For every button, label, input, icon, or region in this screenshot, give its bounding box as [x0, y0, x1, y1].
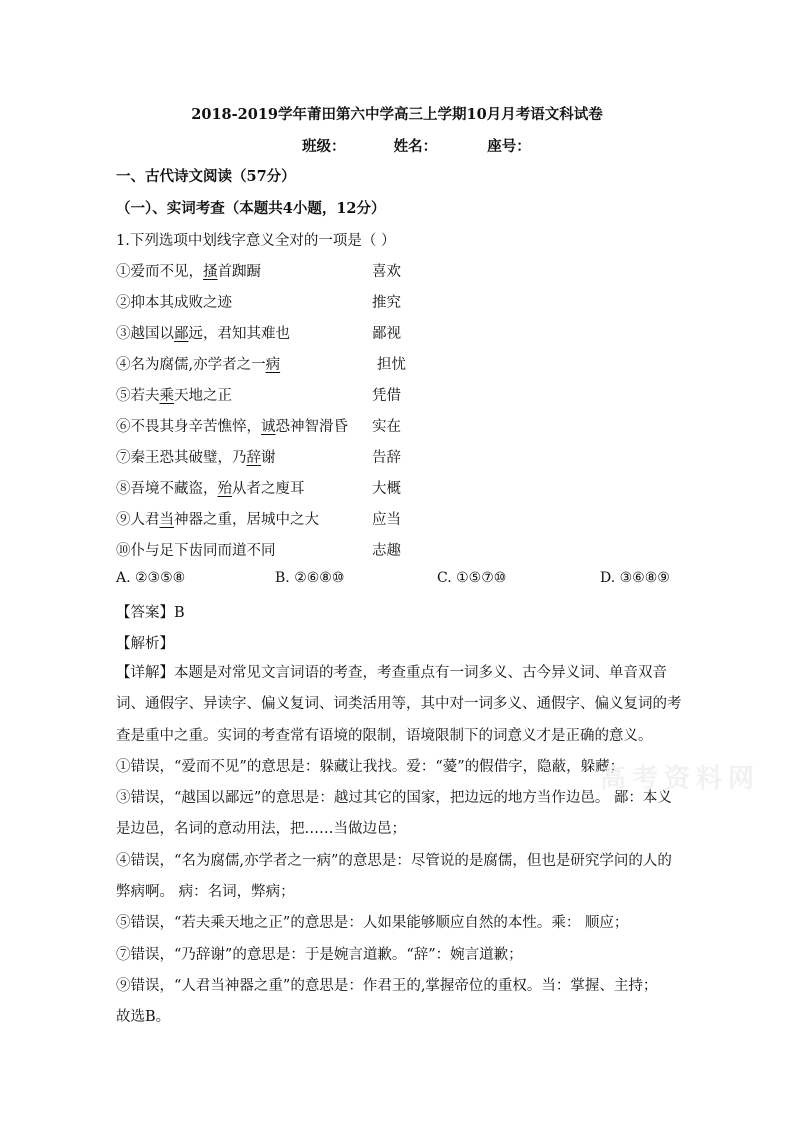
analysis-paragraph: ⑦错误，“乃辞谢”的意思是：于是婉言道歉。“辞”：婉言道歉；	[116, 946, 523, 963]
option-d: D. ③⑥⑧⑨	[600, 570, 670, 586]
question-stem: 1.下列选项中划线字意义全对的一项是（ ）	[116, 233, 396, 249]
analysis-body	[116, 658, 682, 1034]
option-a: A. ②③⑤⑧	[116, 570, 186, 586]
watermark: 高考资料网	[600, 764, 761, 794]
analysis-paragraph: ⑤错误，“若夫乘天地之正”的意思是：人如果能够顺应自然的本性。乘： 顺应；	[116, 915, 629, 932]
student-info	[302, 135, 531, 156]
analysis-paragraph: ⑨错误，“人君当神器之重”的意思是：作君王的,掌握帝位的重权。当：掌握、主持；	[116, 977, 658, 994]
list-item: ②抑本其成败之迹	[116, 295, 232, 311]
name-label: 姓名：	[393, 138, 438, 155]
item-gloss: 担忧	[377, 357, 406, 373]
analysis-paragraph: ①错误，“爱而不见”的意思是：躲藏让我找。爱：“薆”的假借字，隐蔽，躲藏；	[116, 758, 625, 775]
list-item: ③越国以鄙远，君知其难也	[116, 326, 290, 342]
analysis-paragraph: 故选B。	[116, 1009, 171, 1026]
item-gloss: 实在	[372, 419, 401, 435]
analysis-paragraph: 【详解】本题是对常见文言词语的考查，考查重点有一词多义、古今异义词、单音双音词、通假字、异读字、偏义复词、词类活用等，其中对一词多义、通假字、偏义复词的考查是重中之重。实词的考查常有语境的限制，语境限制下的词意义才是正确的意义。	[116, 665, 682, 744]
list-item: ④名为腐儒,亦学者之一病	[116, 357, 281, 373]
subsection-heading: （一）、实词考查（本题共4小题，12分）	[116, 200, 386, 217]
analysis-paragraph: ③错误，“越国以鄙远”的意思是：越过其它的国家，把边远的地方当作边邑。 鄙：本义是边邑，名词的意动用法，把……当做边邑；	[116, 790, 672, 838]
item-gloss: 志趣	[372, 543, 401, 559]
item-gloss: 推究	[372, 295, 401, 311]
list-item: ①爱而不见，搔首踟蹰	[116, 264, 261, 280]
item-gloss: 应当	[372, 512, 401, 528]
item-gloss: 鄙视	[372, 326, 401, 342]
seat-label: 座号：	[487, 138, 531, 155]
option-c: C. ①⑤⑦⑩	[437, 570, 507, 586]
list-item: ⑧吾境不藏盗，殆从者之廋耳	[116, 481, 305, 497]
list-item: ⑥不畏其身辛苦憔悴，诚恐神智滑昏	[116, 419, 348, 435]
document-title: 2018-2019学年莆田第六中学高三上学期10月月考语文科试卷	[191, 106, 603, 123]
section-heading: 一、古代诗文阅读（57分）	[116, 168, 296, 185]
item-gloss: 凭借	[372, 388, 401, 404]
list-item: ⑨人君当神器之重，居城中之大	[116, 512, 319, 528]
list-item: ⑤若夫乘天地之正	[116, 388, 232, 404]
list-item: ⑦秦王恐其破璧，乃辞谢	[116, 450, 276, 466]
item-gloss: 大概	[372, 481, 401, 497]
analysis-paragraph: ④错误，“名为腐儒,亦学者之一病”的意思是：尽管说的是腐儒，但也是研究学问的人的弊病啊。 病：名词，弊病；	[116, 852, 672, 901]
list-item: ⑩仆与足下齿同而道不同	[116, 543, 276, 559]
item-gloss: 告辞	[372, 450, 401, 466]
analysis-heading: 【解析】	[116, 636, 174, 652]
answer: 【答案】B	[116, 605, 185, 621]
item-gloss: 喜欢	[372, 264, 401, 280]
option-b: B. ②⑥⑧⑩	[275, 570, 345, 586]
class-label: 班级：	[302, 138, 346, 155]
